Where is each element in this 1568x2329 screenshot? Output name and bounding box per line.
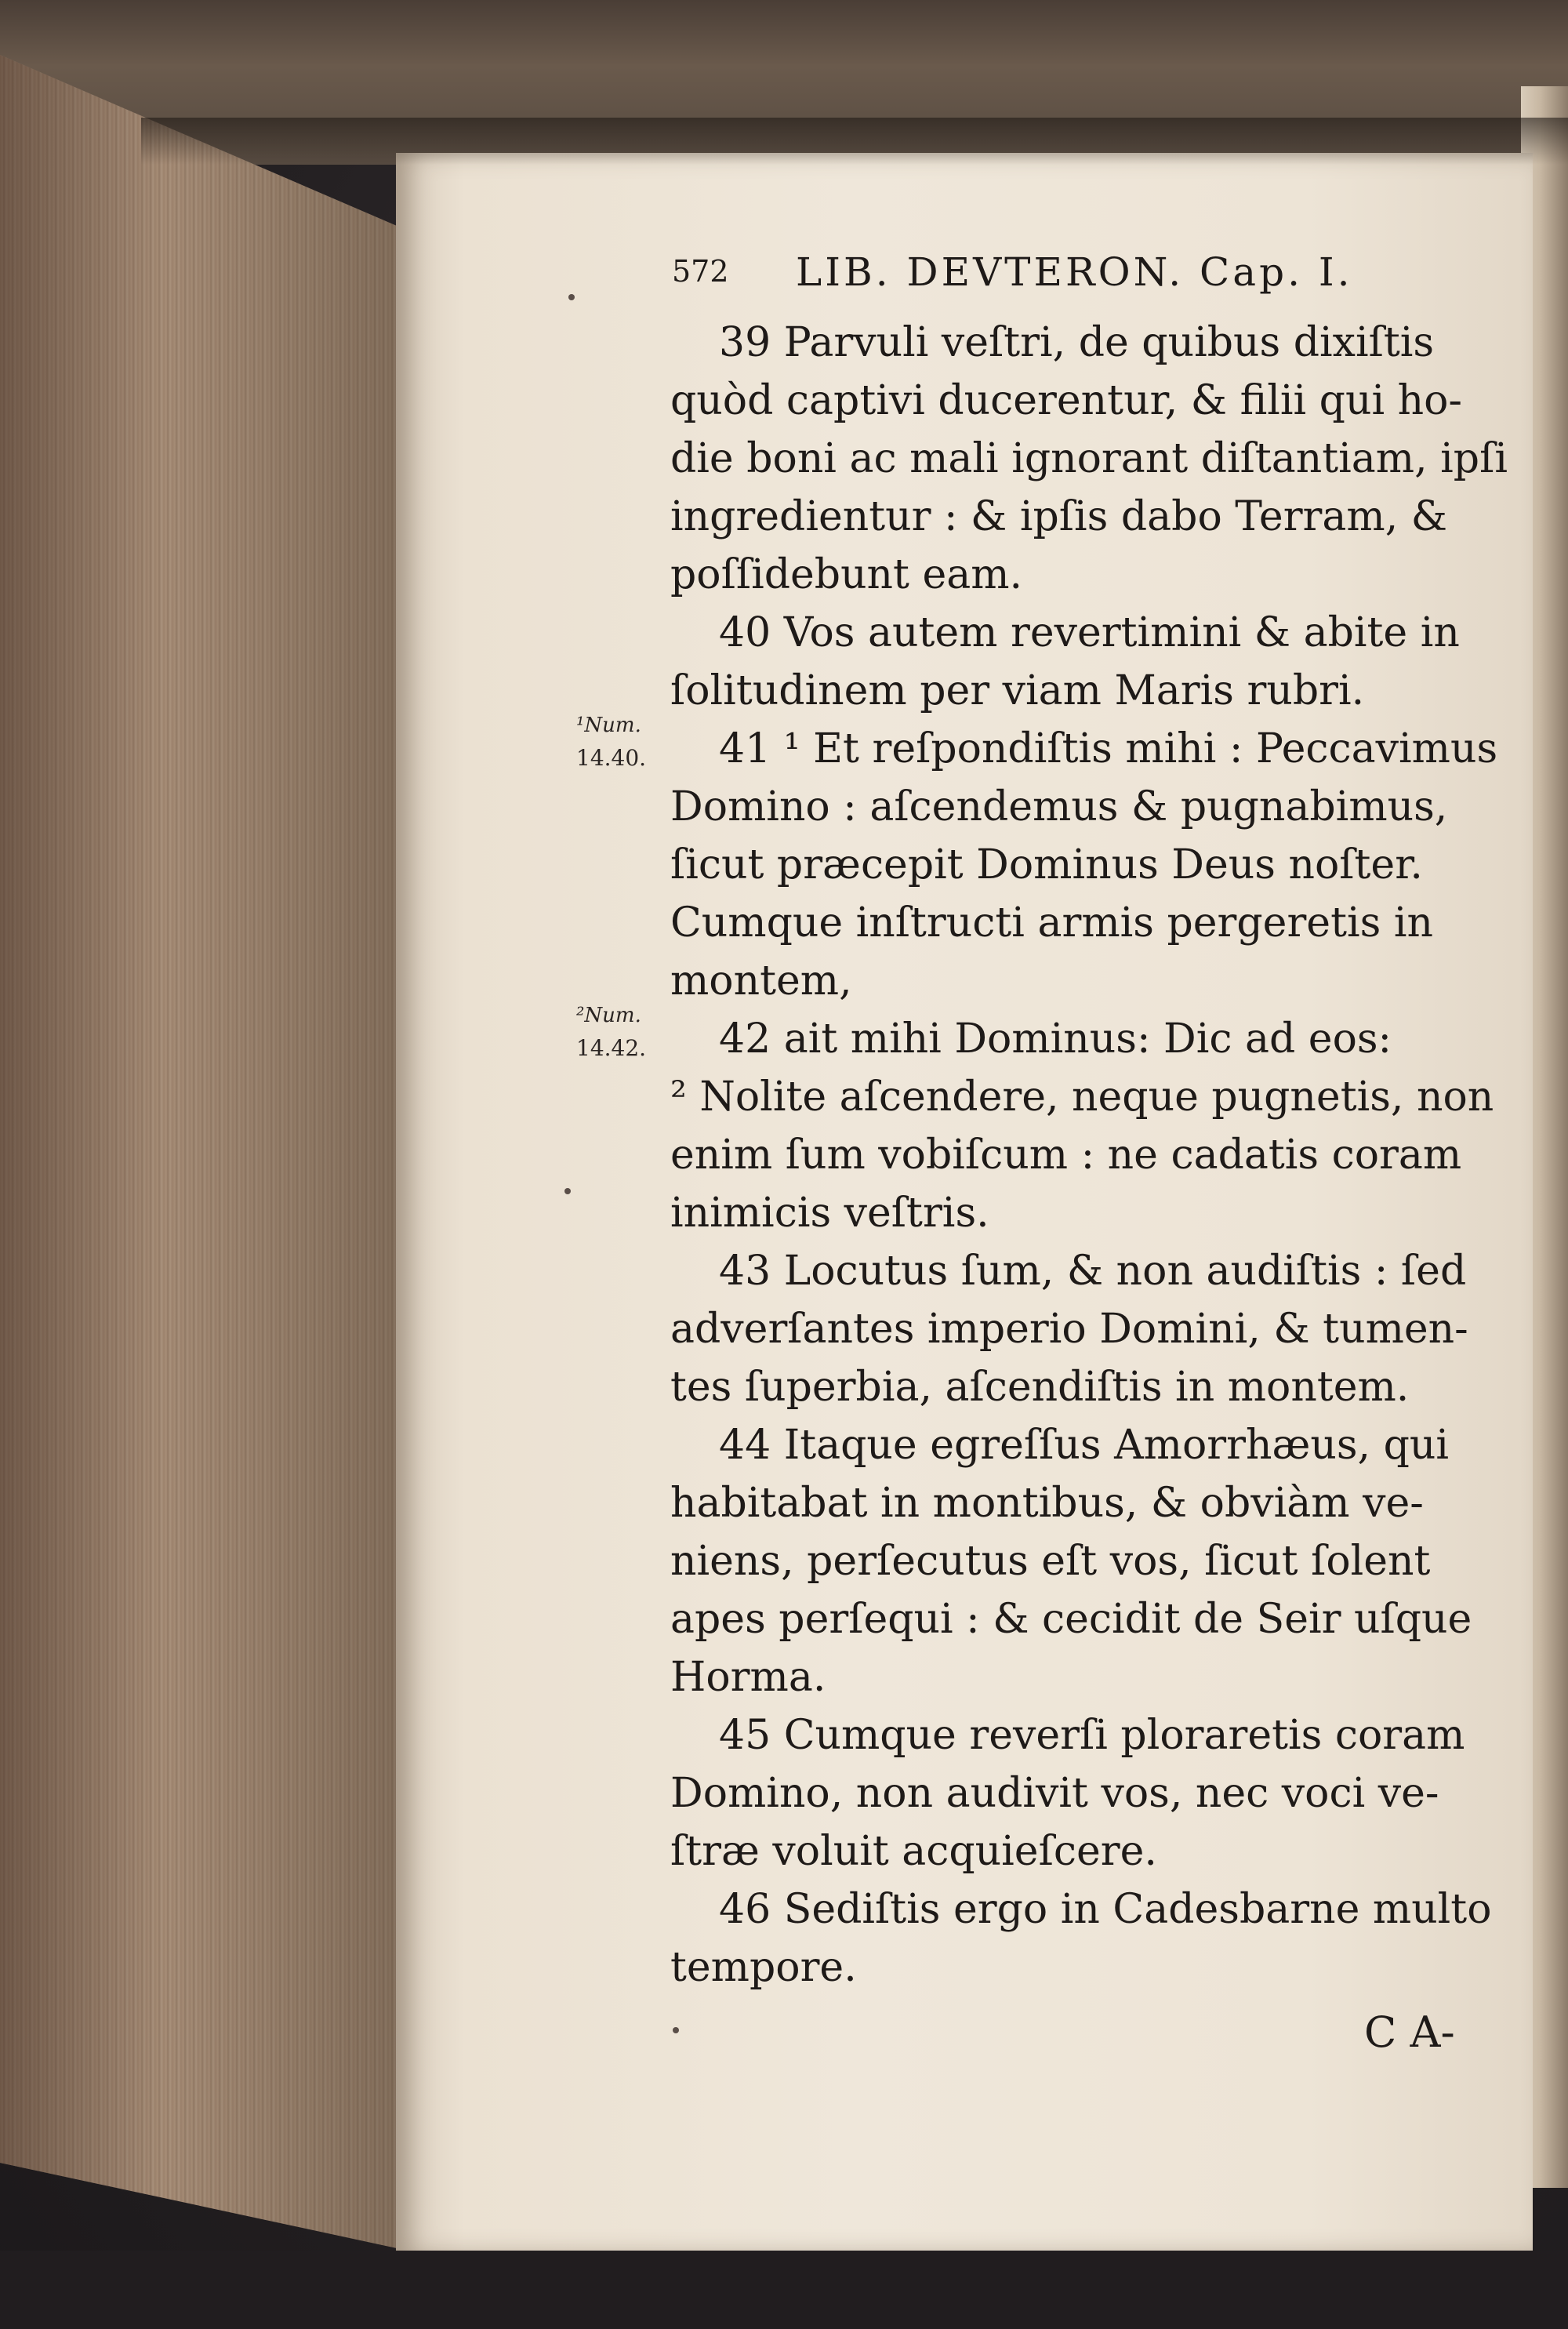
text-line: tempore. [670,1944,857,1991]
text-line: Domino : aſcendemus & pugnabimus, [670,783,1448,830]
margin-dot [568,294,575,300]
margin-note-label: ²Num. [576,1004,641,1027]
text-line: ingredientur : & ipſis dabo Terram, & [670,493,1448,540]
text-line: tes ſuperbia, aſcendiſtis in montem. [670,1364,1410,1411]
bottom-shadow [0,2251,1568,2329]
page-text [670,249,1508,1997]
catchword: C A- [1364,2007,1455,2057]
text-line: poſſidebunt eam. [670,551,1023,598]
text-line: 40 Vos autem revertimini & abite in [719,609,1460,656]
margin-note-ref: 14.40. [576,745,647,771]
page-number: 572 [672,254,729,289]
margin-note [576,714,646,771]
text-line: ſolitudinem per viam Maris rubri. [670,667,1365,714]
text-line: apes perſequi : & cecidit de Seir uſque [670,1596,1472,1643]
text-line: habitabat in montibus, & obviàm ve- [670,1480,1424,1527]
text-line: 42 ait mihi Dominus: Dic ad eos: [719,1016,1392,1063]
running-title: LIB. DEVTERON. Cap. I. [796,249,1353,295]
text-line: inimicis veſtris. [670,1190,989,1237]
margin-note-label: ¹Num. [576,714,641,737]
text-line: ſicut præcepit Dominus Deus noſter. [670,841,1423,888]
text-line: Domino, non audivit vos, nec voci ve- [670,1770,1439,1817]
text-line: quòd captivi ducerentur, & filii qui ho- [670,377,1462,424]
text-line: ² Nolite aſcendere, neque pugnetis, non [670,1074,1494,1121]
text-line: 39 Parvuli veſtri, de quibus dixiſtis [719,319,1435,366]
text-line: adverſantes imperio Domini, & tumen- [670,1306,1468,1353]
page-block-shade [0,55,408,2251]
text-line: 41 ¹ Et reſpondiſtis mihi : Peccavimus [719,725,1498,772]
margin-note [576,1004,646,1061]
text-line: ſtræ voluit acquieſcere. [670,1828,1157,1875]
gutter-shadow [141,118,1568,165]
text-line: 43 Locutus ſum, & non audiſtis : ſed [719,1248,1467,1295]
margin-dot [564,1188,571,1194]
margin-note-ref: 14.42. [576,1035,647,1061]
body-text [670,314,1508,1997]
text-line: 45 Cumque reverſi ploraretis coram [719,1712,1465,1759]
running-head [670,249,1501,314]
text-line: 44 Itaque egreſſus Amorrhæus, qui [719,1422,1449,1469]
text-line: Cumque inſtructi armis pergeretis in [670,899,1433,946]
text-line: niens, perſecutus eſt vos, ſicut ſolent [670,1538,1431,1585]
text-line: montem, [670,957,852,1005]
text-line: 46 Sediſtis ergo in Cadesbarne multo [719,1886,1492,1933]
text-line: die boni ac mali ignorant diſtantiam, ipſi [670,435,1508,482]
margin-dot [673,2027,679,2033]
text-line: enim ſum vobiſcum : ne cadatis coram [670,1132,1462,1179]
text-line: Horma. [670,1654,826,1701]
